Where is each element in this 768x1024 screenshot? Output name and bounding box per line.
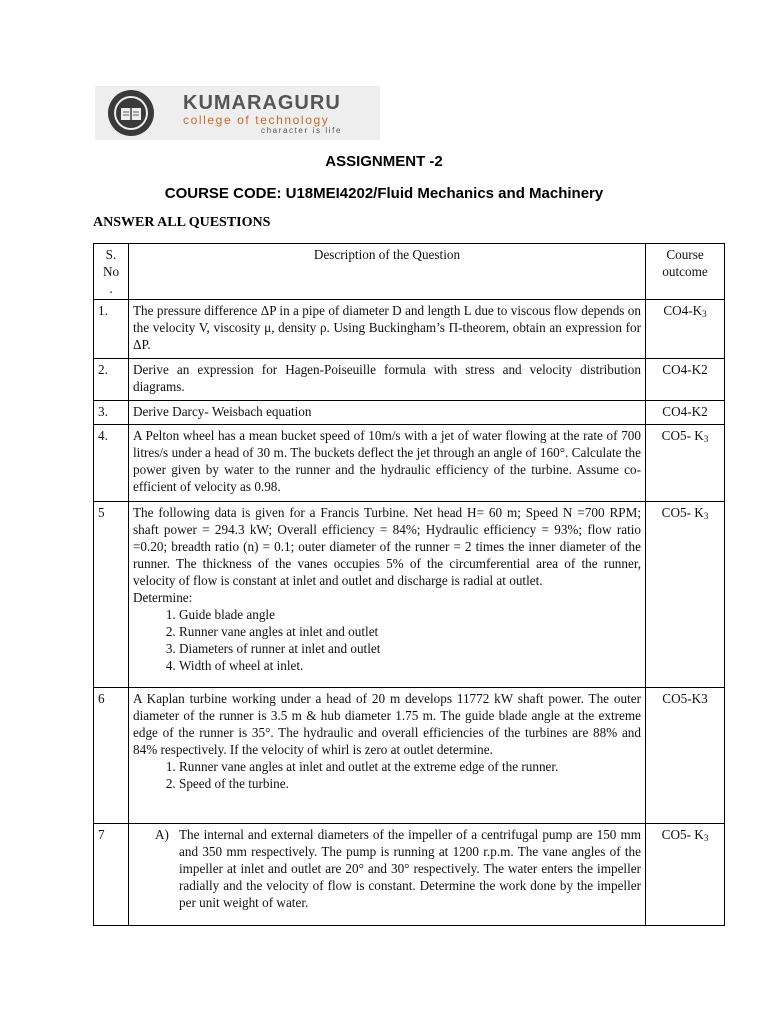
header-sno xyxy=(94,244,129,300)
table-header-row xyxy=(94,244,725,300)
table-row xyxy=(94,300,725,359)
table-row xyxy=(94,359,725,401)
question-text: Derive an expression for Hagen-Poiseuille formula with stress and velocity distribution diagrams. xyxy=(129,359,646,401)
list-item: 4. Width of wheel at inlet. xyxy=(179,657,641,674)
course-outcome xyxy=(646,824,725,926)
logo-brand: KUMARAGURU xyxy=(183,92,341,114)
table-row xyxy=(94,824,725,926)
outcome-code: CO5- K xyxy=(661,505,704,520)
question-body: The following data is given for a Francis Turbine. Net head H= 60 m; Speed N =700 RPM; shaft power = 294.3 kW; Overall efficiency = 84%; Hydraulic efficiency = 93%; flow ratio =0.20; breadth ratio (n) = 0.1; outer diameter of the runner = 2 times the inner diameter of the runner. The thickness of the vanes occupies 5% of the circumferential area of the runner, velocity of flow is constant at inlet and outlet and discharge is radial at outlet. xyxy=(133,505,641,588)
row-sno: 3. xyxy=(94,401,129,425)
header-outcome xyxy=(646,244,725,300)
outcome-level: 3 xyxy=(703,434,709,444)
outcome-level: 3 xyxy=(703,511,709,521)
question-text xyxy=(129,502,646,688)
question-text: Derive Darcy- Weisbach equation xyxy=(129,401,646,425)
question-body: A Kaplan turbine working under a head of 20 m develops 11772 kW shaft power. The outer diameter of the runner is 3.5 m & hub diameter 1.75 m. The guide blade angle at the extreme edge of the runner is 35°. The hydraulic and overall efficiencies of the turbines are 88% and 84% respectively. If the velocity of whirl is zero at outlet determine. xyxy=(133,691,641,757)
row-sno: 5 xyxy=(94,502,129,688)
list-item: 1. Runner vane angles at inlet and outlet at the extreme edge of the runner. xyxy=(179,758,641,775)
course-outcome xyxy=(646,300,725,359)
college-seal-icon xyxy=(107,89,155,137)
course-outcome: CO4-K2 xyxy=(646,401,725,425)
questions-table xyxy=(93,243,725,926)
option-label: A) xyxy=(155,827,169,842)
header-outcome-line: Course xyxy=(666,247,704,262)
list-item: 3. Diameters of runner at inlet and outlet xyxy=(179,640,641,657)
outcome-code: CO4-K xyxy=(663,303,703,318)
table-row xyxy=(94,425,725,502)
row-sno: 1. xyxy=(94,300,129,359)
list-item: 1. Guide blade angle xyxy=(179,606,641,623)
instruction: ANSWER ALL QUESTIONS xyxy=(93,215,271,230)
list-item: 2. Speed of the turbine. xyxy=(179,775,641,792)
header-description: Description of the Question xyxy=(129,244,646,300)
determine-label: Determine: xyxy=(133,590,193,605)
table-row xyxy=(94,401,725,425)
header-sno-line: No xyxy=(102,264,120,279)
option-text: The internal and external diameters of the impeller of a centrifugal pump are 150 mm and 350 mm respectively. The pump is running at 1200 r.p.m. The vane angles of the impeller at inlet and outlet are 20° and 30° respectively. The water enters the impeller radially and the velocity of flow is constant. Determine the work done by the impeller per unit weight of water. xyxy=(179,827,641,910)
outcome-level: 3 xyxy=(702,309,707,319)
header-outcome-line: outcome xyxy=(662,264,708,279)
course-code: COURSE CODE: U18MEI4202/Fluid Mechanics and Machinery xyxy=(164,185,604,202)
row-sno: 6 xyxy=(94,688,129,824)
header-sno-line: . xyxy=(109,281,113,296)
question-text xyxy=(129,688,646,824)
outcome-level: 3 xyxy=(703,833,709,843)
logo-tagline: character is life xyxy=(261,126,342,135)
row-sno: 4. xyxy=(94,425,129,502)
question-text xyxy=(129,824,646,926)
sub-question-list xyxy=(133,606,641,674)
question-text: The pressure difference ΔP in a pipe of diameter D and length L due to viscous flow depends on the velocity V, viscosity μ, density ρ. Using Buckingham’s Π-theorem, obtain an expression for ΔP. xyxy=(129,300,646,359)
row-sno: 2. xyxy=(94,359,129,401)
course-outcome: CO5-K3 xyxy=(646,688,725,824)
row-sno: 7 xyxy=(94,824,129,926)
question-option xyxy=(133,826,641,911)
header-sno-line: S. xyxy=(105,247,117,262)
outcome-code: CO5- K xyxy=(661,428,704,443)
assignment-title: ASSIGNMENT -2 xyxy=(325,153,443,170)
list-item: 2. Runner vane angles at inlet and outlet xyxy=(179,623,641,640)
college-logo xyxy=(95,86,380,140)
question-text: A Pelton wheel has a mean bucket speed of 10m/s with a jet of water flowing at the rate of 700 litres/s under a head of 30 m. The buckets deflect the jet through an angle of 160°. Calculate the power given by water to the runner and the hydraulic efficiency of the turbine. Assume co-efficient of velocity as 0.98. xyxy=(129,425,646,502)
course-outcome: CO4-K2 xyxy=(646,359,725,401)
course-outcome xyxy=(646,502,725,688)
course-outcome xyxy=(646,425,725,502)
table-row xyxy=(94,502,725,688)
outcome-code: CO5- K xyxy=(661,827,704,842)
table-row xyxy=(94,688,725,824)
logo-subtitle: college of technology xyxy=(183,113,330,127)
sub-question-list xyxy=(133,758,641,792)
